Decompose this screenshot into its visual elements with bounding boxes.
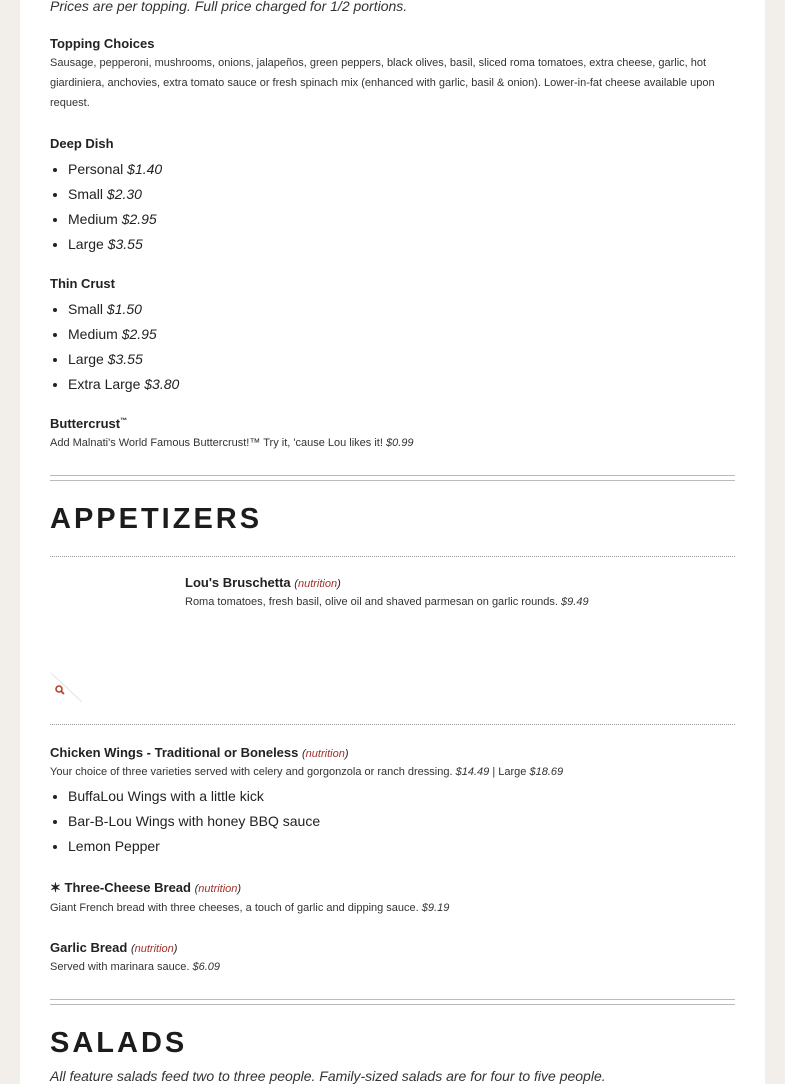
chicken-wings-options — [50, 784, 735, 859]
salads-heading: SALADS — [50, 1027, 188, 1059]
zoom-icon[interactable] — [50, 672, 84, 704]
chicken-wings-item — [50, 745, 735, 859]
garlic-bread-item — [50, 940, 735, 977]
topping-choices-section — [50, 36, 735, 113]
item-divider — [50, 724, 735, 725]
section-divider — [50, 999, 735, 1005]
wings-nutrition-link[interactable]: (nutrition) — [302, 748, 349, 760]
topping-choices-title: Topping Choices — [50, 36, 155, 51]
bruschetta-description: Roma tomatoes, fresh basil, olive oil and shaved parmesan on garlic rounds. $9.49 — [185, 596, 589, 608]
deep-dish-title: Deep Dish — [50, 136, 114, 151]
bruschetta-title: Lou's Bruschetta (nutrition) — [185, 575, 341, 590]
thin-crust-section — [50, 276, 735, 397]
topping-choices-description: Sausage, pepperoni, mushrooms, onions, jalapeños, green peppers, black olives, basil, sliced roma tomatoes, extra cheese, garlic, hot giardiniera, anchovies, extra tomato sauce or fresh spinach mix (enhanced with garlic, basil & onion). Lower-in-fat cheese available upon request. — [50, 57, 715, 109]
three-cheese-bread-item — [50, 880, 735, 918]
bruschetta-nutrition-link[interactable]: (nutrition) — [294, 578, 341, 590]
chicken-wings-description: Your choice of three varieties served with celery and gorgonzola or ranch dressing. $14.49 | Large $18.69 — [50, 766, 564, 778]
list-item: • BuffaLou Wings with a little kick — [68, 784, 735, 809]
garlic-bread-description: Served with marinara sauce. $6.09 — [50, 961, 220, 973]
bruschetta-item — [185, 575, 735, 612]
bruschetta-zoom-image[interactable] — [50, 672, 82, 704]
chicken-wings-title: Chicken Wings - Traditional or Boneless (nutrition) — [50, 745, 349, 760]
deep-dish-section — [50, 136, 735, 257]
thin-crust-title: Thin Crust — [50, 276, 115, 291]
three-cheese-bread-description: Giant French bread with three cheeses, a touch of garlic and dipping sauce. $9.19 — [50, 902, 450, 914]
deep-dish-list — [50, 157, 735, 257]
section-divider — [50, 475, 735, 481]
buttercrust-title: Buttercrust™ — [50, 416, 128, 431]
appetizers-heading: APPETIZERS — [50, 503, 263, 535]
menu-page — [20, 0, 765, 1084]
list-item: • Extra Large $3.80 — [68, 372, 735, 397]
list-item: • Medium $2.95 — [68, 207, 735, 232]
buttercrust-description: Add Malnati's World Famous Buttercrust!™ Try it, 'cause Lou likes it! $0.99 — [50, 437, 414, 449]
thin-crust-list — [50, 297, 735, 397]
appetizers-divider — [50, 556, 735, 557]
list-item: • Lemon Pepper — [68, 834, 735, 859]
list-item: • Personal $1.40 — [68, 157, 735, 182]
garlic-bread-title: Garlic Bread (nutrition) — [50, 940, 178, 955]
list-item: • Large $3.55 — [68, 347, 735, 372]
list-item: • Small $1.50 — [68, 297, 735, 322]
list-item: • Small $2.30 — [68, 182, 735, 207]
star-icon: ✶ — [50, 880, 61, 895]
topping-price-note: Prices are per topping. Full price charged for 1/2 portions. — [50, 0, 408, 14]
buttercrust-section — [50, 416, 735, 453]
garlic-bread-nutrition-link[interactable]: (nutrition) — [130, 943, 178, 955]
list-item: • Medium $2.95 — [68, 322, 735, 347]
salads-note: All feature salads feed two to three people. Family-sized salads are for four to five people. — [50, 1068, 606, 1084]
three-cheese-bread-title: ✶ Three-Cheese Bread (nutrition) — [50, 880, 242, 895]
three-cheese-nutrition-link[interactable]: (nutrition) — [194, 883, 242, 895]
list-item: • Large $3.55 — [68, 232, 735, 257]
list-item: • Bar-B-Lou Wings with honey BBQ sauce — [68, 809, 735, 834]
